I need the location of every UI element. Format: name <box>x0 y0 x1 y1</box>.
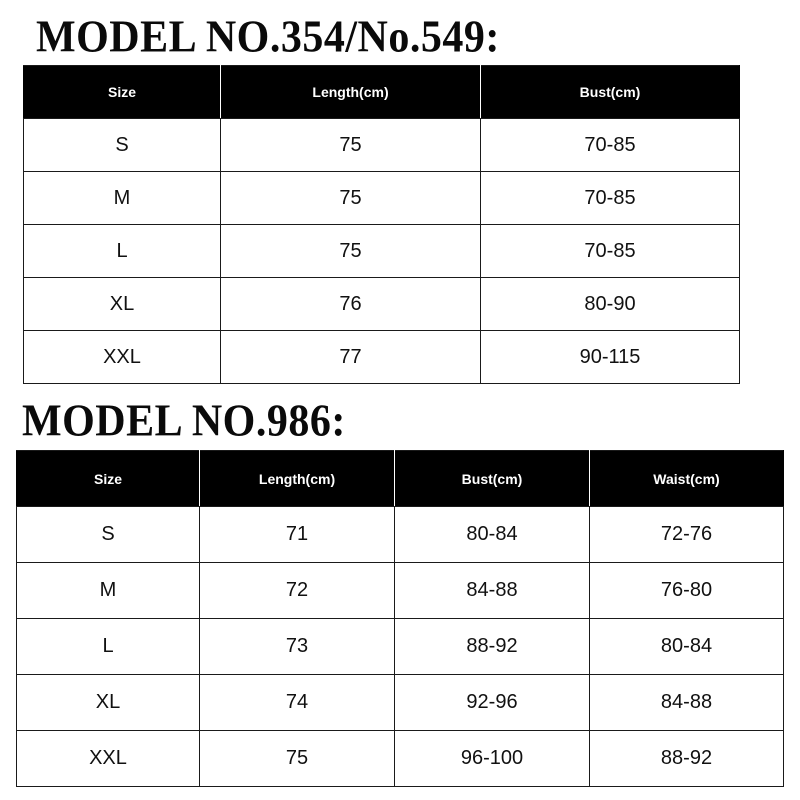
cell-bust: 70-85 <box>481 172 740 225</box>
cell-length: 76 <box>221 278 481 331</box>
cell-bust: 70-85 <box>481 119 740 172</box>
table-header-row <box>24 66 740 119</box>
cell-bust: 84-88 <box>395 563 590 619</box>
table-row <box>17 563 784 619</box>
header-waist: Waist(cm) <box>590 451 784 507</box>
cell-length: 77 <box>221 331 481 384</box>
cell-size: S <box>17 507 200 563</box>
cell-length: 74 <box>200 675 395 731</box>
cell-size: XL <box>24 278 221 331</box>
table-row <box>24 278 740 331</box>
header-length: Length(cm) <box>221 66 481 119</box>
cell-waist: 80-84 <box>590 619 784 675</box>
model-title-986: MODEL NO.986: <box>22 396 346 447</box>
cell-waist: 88-92 <box>590 731 784 787</box>
table-row <box>17 731 784 787</box>
table-row <box>17 507 784 563</box>
cell-length: 75 <box>221 225 481 278</box>
cell-bust: 92-96 <box>395 675 590 731</box>
cell-bust: 90-115 <box>481 331 740 384</box>
header-size: Size <box>17 451 200 507</box>
header-bust: Bust(cm) <box>481 66 740 119</box>
header-size: Size <box>24 66 221 119</box>
cell-waist: 84-88 <box>590 675 784 731</box>
cell-length: 75 <box>200 731 395 787</box>
cell-length: 71 <box>200 507 395 563</box>
cell-size: L <box>24 225 221 278</box>
cell-size: M <box>24 172 221 225</box>
cell-size: XL <box>17 675 200 731</box>
cell-length: 72 <box>200 563 395 619</box>
cell-size: XXL <box>17 731 200 787</box>
cell-waist: 76-80 <box>590 563 784 619</box>
cell-waist: 72-76 <box>590 507 784 563</box>
cell-size: M <box>17 563 200 619</box>
table-row <box>17 619 784 675</box>
cell-bust: 80-90 <box>481 278 740 331</box>
table-row <box>17 675 784 731</box>
table-header-row <box>17 451 784 507</box>
header-bust: Bust(cm) <box>395 451 590 507</box>
cell-size: XXL <box>24 331 221 384</box>
model-title-354-549: MODEL NO.354/No.549: <box>36 12 500 63</box>
cell-bust: 96-100 <box>395 731 590 787</box>
size-table-354-549 <box>23 65 740 384</box>
cell-bust: 80-84 <box>395 507 590 563</box>
size-table-986 <box>16 450 784 787</box>
cell-length: 75 <box>221 119 481 172</box>
table-row <box>24 119 740 172</box>
table-row <box>24 172 740 225</box>
table-row <box>24 331 740 384</box>
cell-length: 73 <box>200 619 395 675</box>
cell-bust: 88-92 <box>395 619 590 675</box>
header-length: Length(cm) <box>200 451 395 507</box>
table-row <box>24 225 740 278</box>
cell-size: L <box>17 619 200 675</box>
cell-size: S <box>24 119 221 172</box>
cell-length: 75 <box>221 172 481 225</box>
cell-bust: 70-85 <box>481 225 740 278</box>
